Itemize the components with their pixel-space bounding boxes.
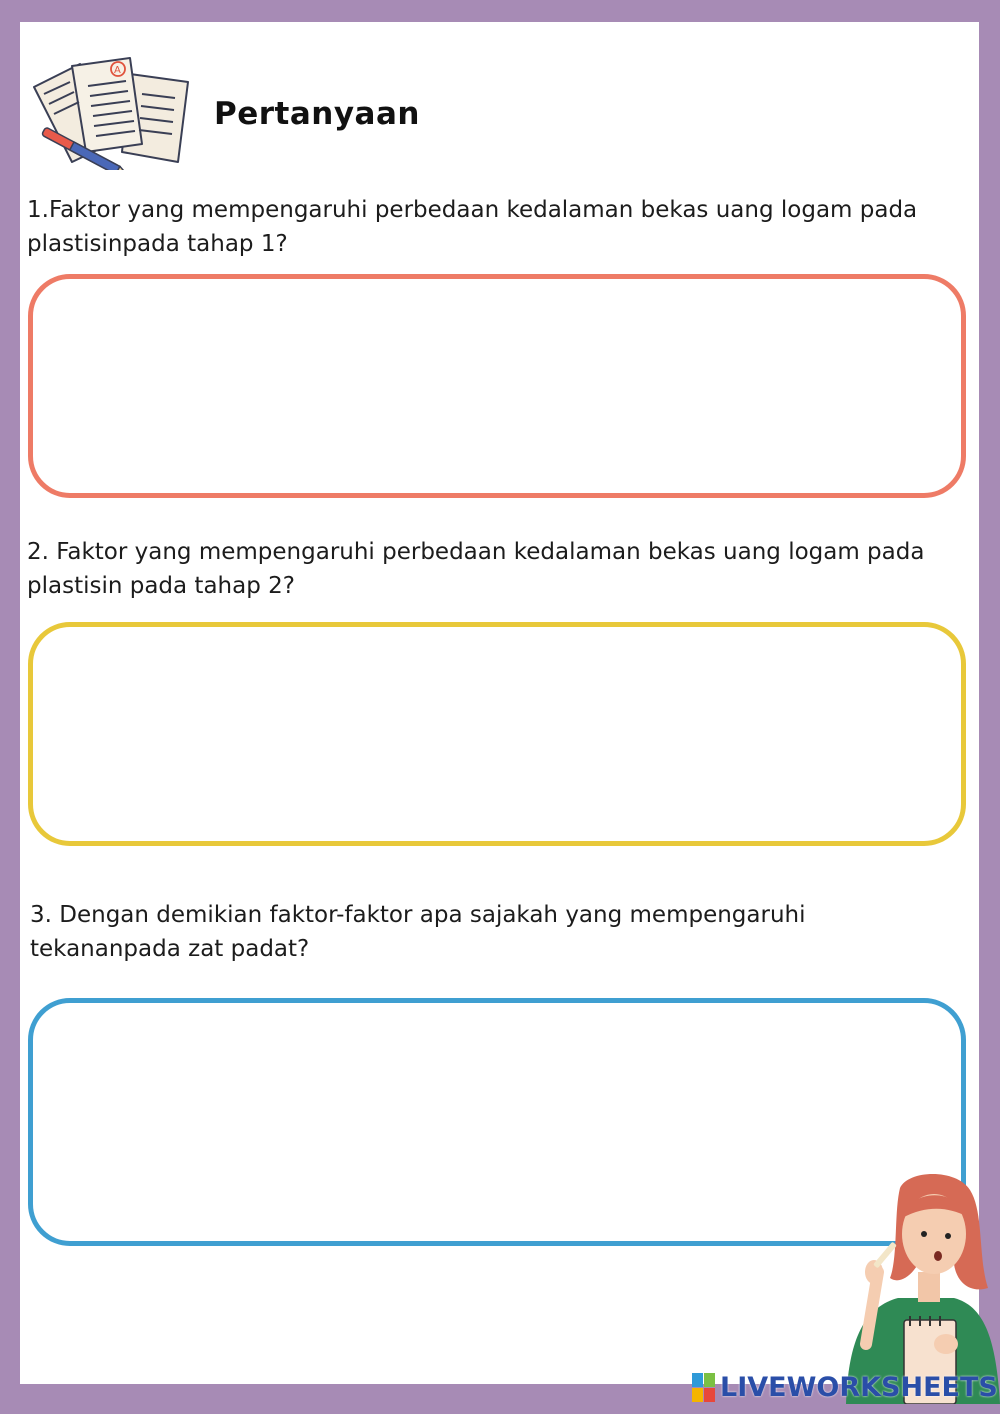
- page-title: Pertanyaan: [214, 96, 420, 132]
- answer-box-2[interactable]: [28, 622, 966, 846]
- liveworksheets-logo-icon: [692, 1373, 716, 1403]
- brand-name: LIVEWORKSHEETS: [720, 1372, 998, 1403]
- svg-text:A: A: [114, 65, 121, 76]
- question-3-text: 3. Dengan demikian faktor-faktor apa sajakah yang mempengaruhi tekananpada zat padat?: [30, 902, 806, 962]
- papers-pen-icon: [30, 52, 192, 170]
- question-1-text: 1.Faktor yang mempengaruhi perbedaan kedalaman bekas uang logam pada plastisinpada tahap 1?: [27, 197, 918, 257]
- liveworksheets-brand: [692, 1372, 998, 1403]
- answer-box-1[interactable]: [28, 274, 966, 498]
- question-2-text: 2. Faktor yang mempengaruhi perbedaan kedalaman bekas uang logam pada plastisin pada tahap 2?: [27, 539, 925, 599]
- answer-box-3[interactable]: [28, 998, 966, 1246]
- girl-with-notepad-illustration: [838, 1168, 1000, 1404]
